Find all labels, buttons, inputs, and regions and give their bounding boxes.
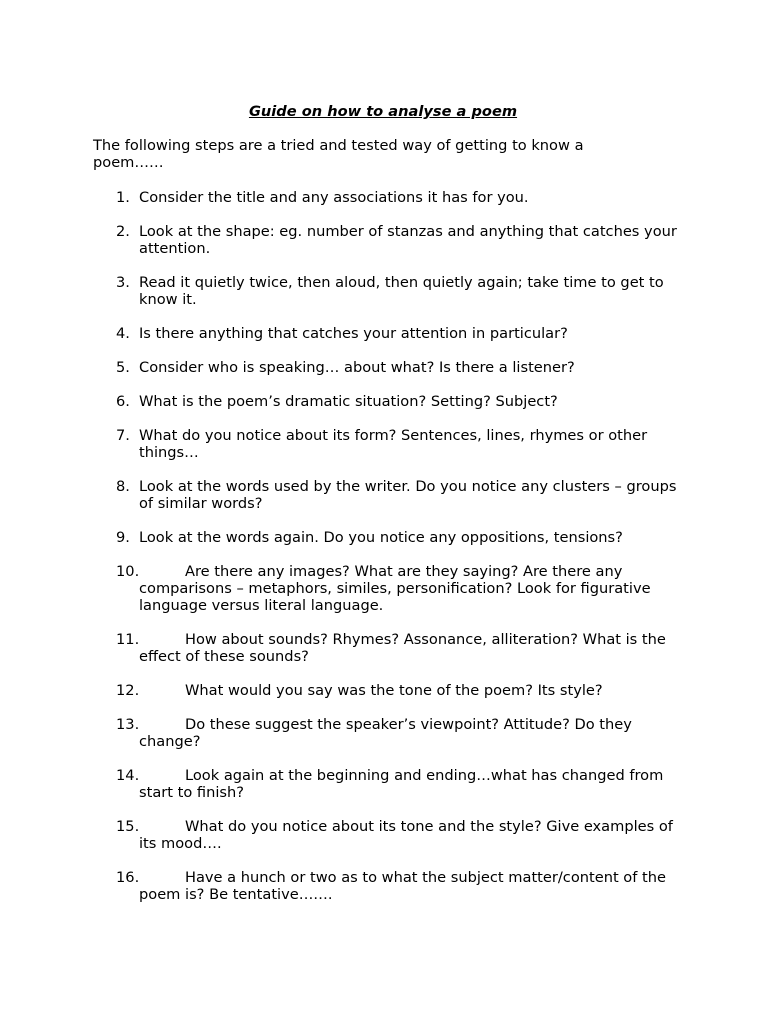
step-number: 16. xyxy=(116,869,140,886)
step-number: 13. xyxy=(116,716,140,733)
list-item xyxy=(0,529,679,546)
intro-paragraph: The following steps are a tried and tested way of getting to know a poem…… xyxy=(93,137,584,171)
step-text: Read it quietly twice, then aloud, then quietly again; take time to get to know it. xyxy=(139,274,664,308)
step-text: What do you notice about its form? Sentences, lines, rhymes or other things… xyxy=(139,427,648,461)
step-number: 3. xyxy=(116,274,130,291)
step-text: Look at the words again. Do you notice any oppositions, tensions? xyxy=(139,529,623,546)
list-item xyxy=(0,359,679,376)
list-item xyxy=(0,716,679,750)
step-number: 9. xyxy=(116,529,130,546)
list-item xyxy=(0,767,679,801)
document-title: Guide on how to analyse a poem xyxy=(248,103,518,120)
step-number: 5. xyxy=(116,359,130,376)
list-item xyxy=(0,682,679,699)
steps-list xyxy=(0,189,679,920)
step-number: 11. xyxy=(116,631,140,648)
list-item xyxy=(0,478,679,512)
list-item xyxy=(0,563,679,614)
step-number: 2. xyxy=(116,223,130,240)
list-item xyxy=(0,869,679,903)
list-item xyxy=(0,818,679,852)
step-text: Consider the title and any associations it has for you. xyxy=(139,189,529,206)
step-text: What would you say was the tone of the poem? Its style? xyxy=(185,682,603,699)
list-item xyxy=(0,223,679,257)
list-item xyxy=(0,393,679,410)
list-item xyxy=(0,631,679,665)
list-item xyxy=(0,325,679,342)
step-number: 1. xyxy=(116,189,130,206)
step-number: 15. xyxy=(116,818,140,835)
list-item xyxy=(0,274,679,308)
step-number: 12. xyxy=(116,682,140,699)
step-text: Look at the shape: eg. number of stanzas and anything that catches your attention. xyxy=(139,223,677,257)
list-item xyxy=(0,427,679,461)
list-item xyxy=(0,189,679,206)
step-text: Are there any images? What are they saying? Are there any comparisons – metaphors, similes, personification? Look for figurative language versus literal language. xyxy=(139,563,651,614)
step-number: 10. xyxy=(116,563,140,580)
step-number: 4. xyxy=(116,325,130,342)
step-text: Have a hunch or two as to what the subject matter/content of the poem is? Be tentative……. xyxy=(139,869,666,903)
step-text: Look at the words used by the writer. Do you notice any clusters – groups of similar words? xyxy=(139,478,677,512)
step-text: Do these suggest the speaker’s viewpoint? Attitude? Do they change? xyxy=(139,716,632,750)
step-text: What do you notice about its tone and the style? Give examples of its mood…. xyxy=(139,818,673,852)
step-number: 7. xyxy=(116,427,130,444)
step-number: 14. xyxy=(116,767,140,784)
step-text: How about sounds? Rhymes? Assonance, alliteration? What is the effect of these sounds? xyxy=(139,631,666,665)
step-number: 6. xyxy=(116,393,130,410)
step-text: Consider who is speaking… about what? Is there a listener? xyxy=(139,359,575,376)
step-text: Is there anything that catches your attention in particular? xyxy=(139,325,568,342)
step-number: 8. xyxy=(116,478,130,495)
step-text: Look again at the beginning and ending…what has changed from start to finish? xyxy=(139,767,664,801)
step-text: What is the poem’s dramatic situation? Setting? Subject? xyxy=(139,393,558,410)
